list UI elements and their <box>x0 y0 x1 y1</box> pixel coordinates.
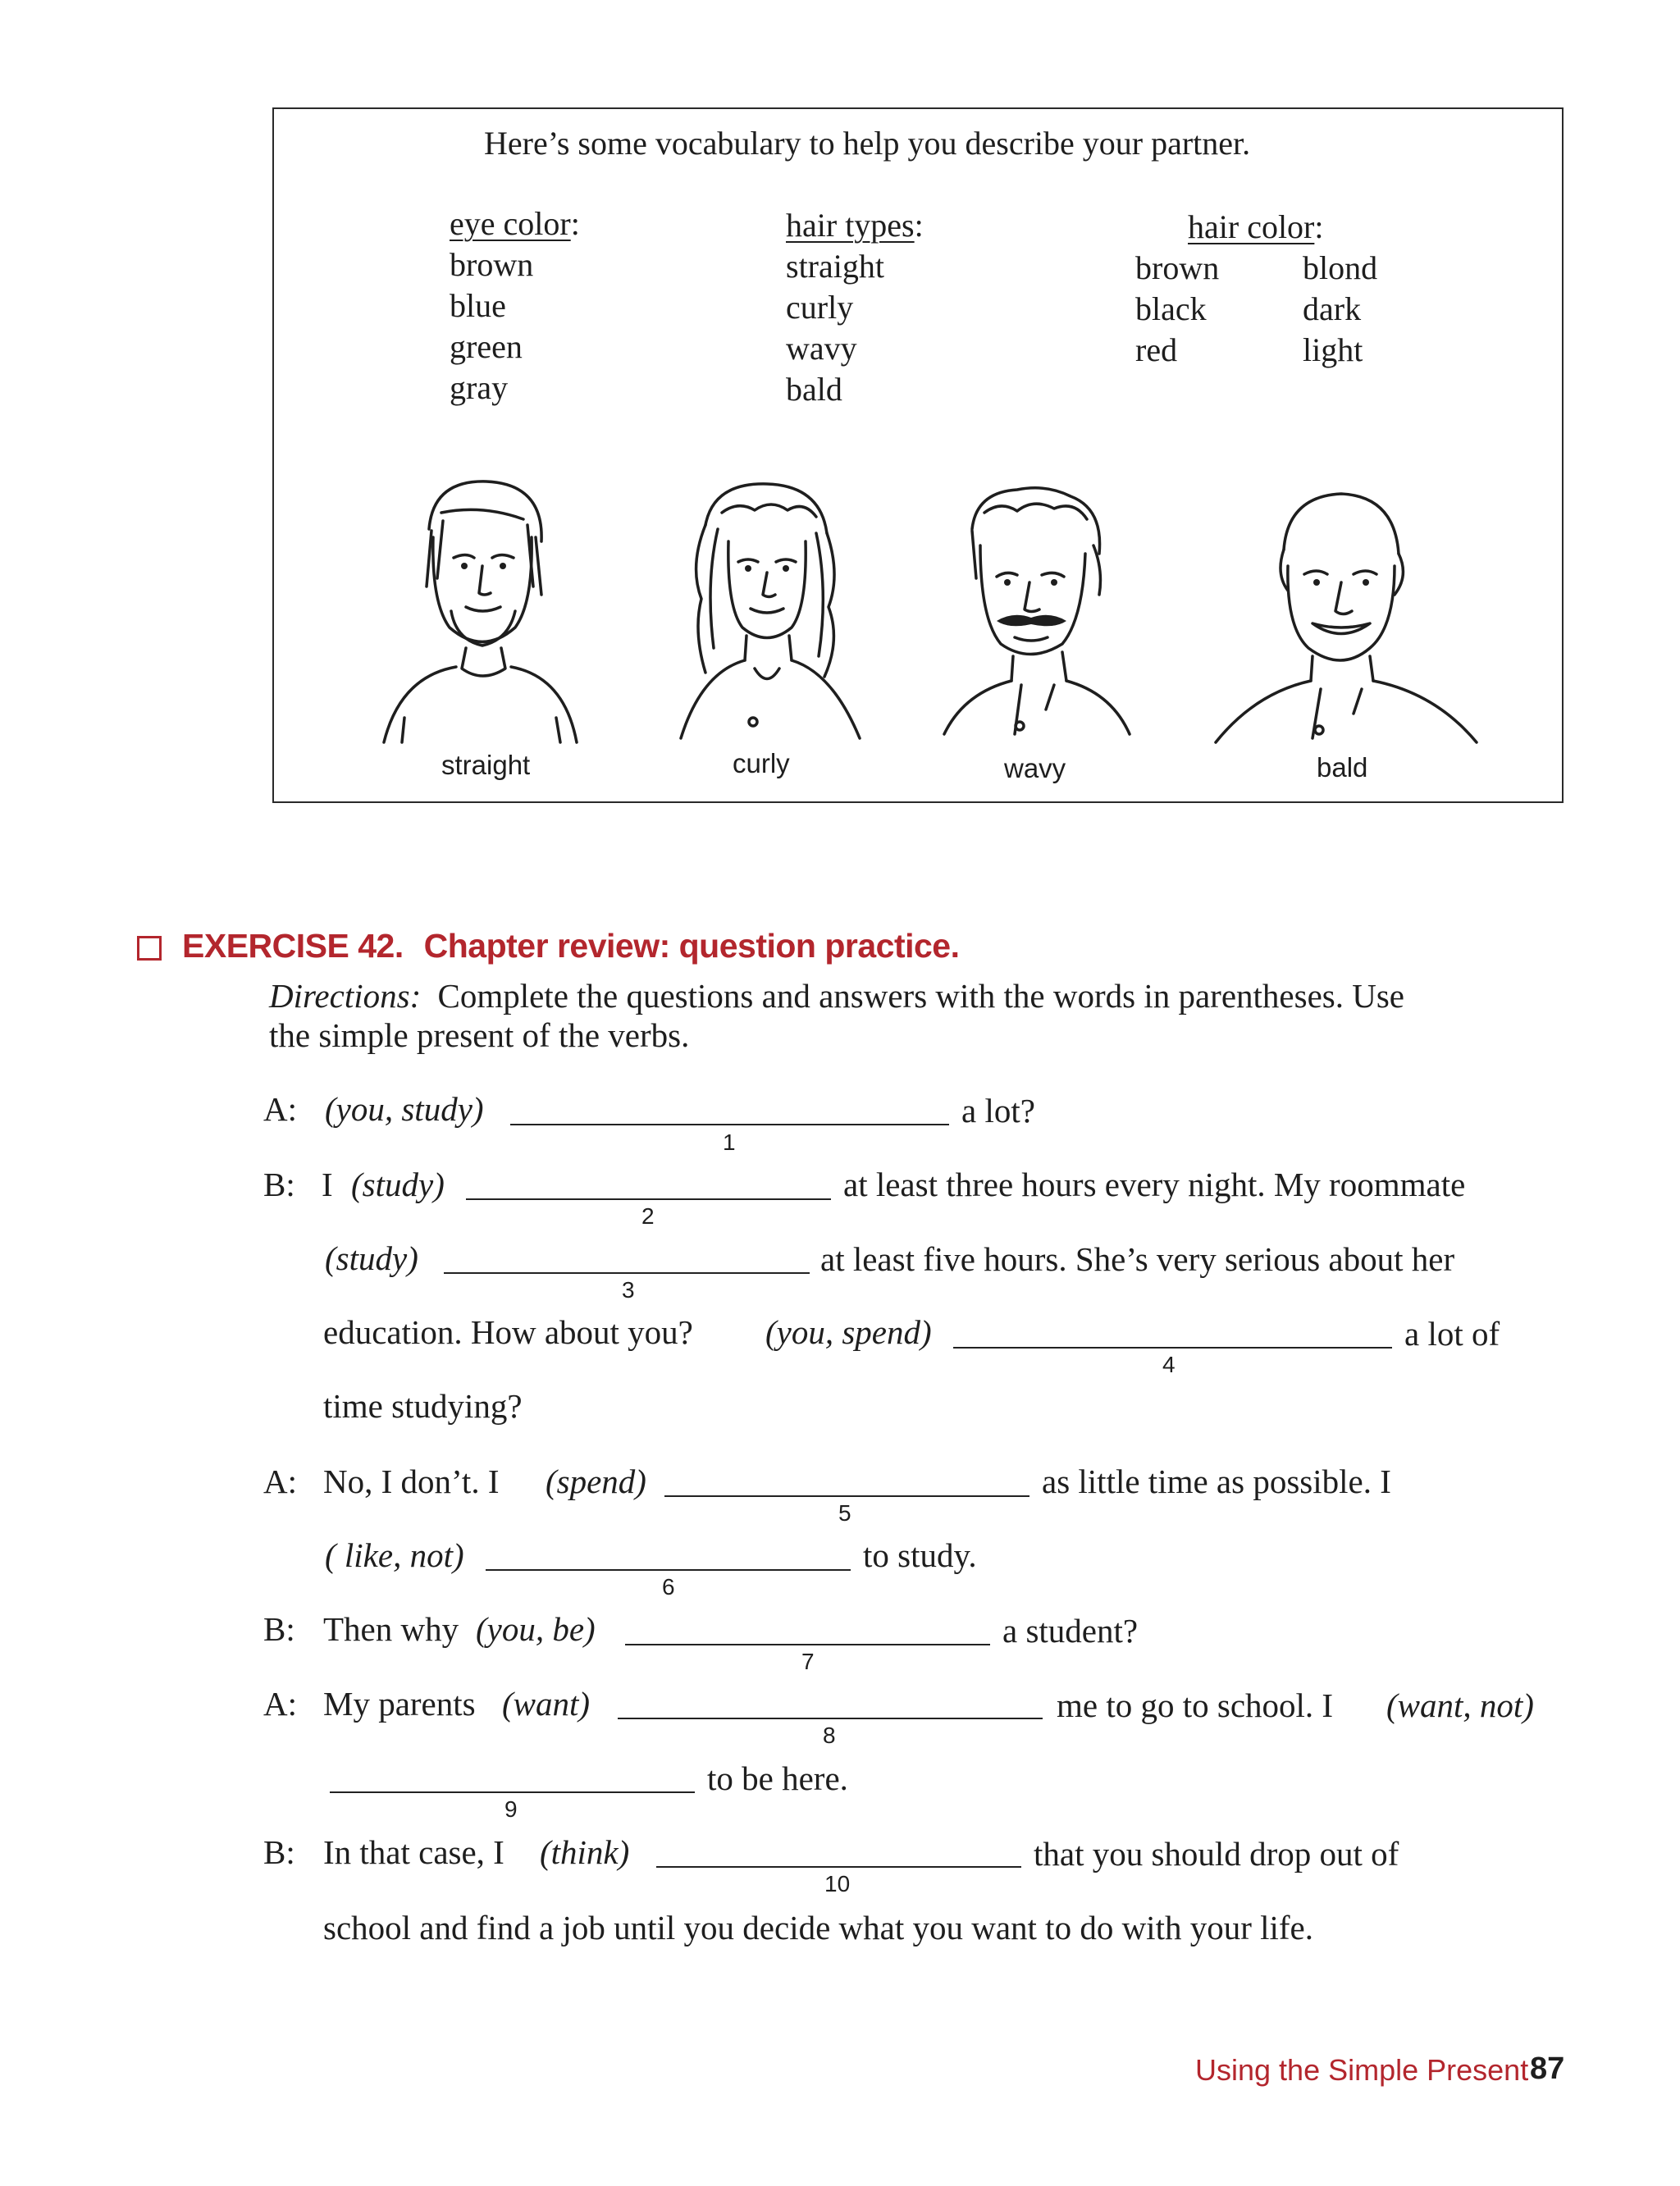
sentence-text: No, I don’t. I <box>323 1463 500 1500</box>
sentence-text: at least five hours. She’s very serious about her <box>820 1240 1455 1278</box>
sentence-text: at least three hours every night. My roommate <box>843 1166 1466 1203</box>
verb-cue: ( like, not) <box>325 1536 464 1574</box>
directions-line-2: the simple present of the verbs. <box>269 1016 690 1054</box>
exercise-number: EXERCISE 42. <box>182 927 404 965</box>
sentence-text: that you should drop out of <box>1034 1835 1399 1873</box>
hair-color-item: blond <box>1303 249 1378 286</box>
verb-cue: (you, spend) <box>765 1313 932 1351</box>
answer-blank-5[interactable] <box>664 1495 1029 1497</box>
hair-types-heading: hair types <box>786 207 915 244</box>
hair-type-item: wavy <box>786 330 857 367</box>
speaker-label: A: <box>263 1463 297 1500</box>
bald-man-illustration <box>1198 484 1493 751</box>
verb-cue: (think) <box>540 1833 630 1871</box>
blank-number: 4 <box>1162 1352 1176 1377</box>
blank-number: 5 <box>838 1500 851 1526</box>
speaker-label: B: <box>263 1166 295 1203</box>
sentence-text: a student? <box>1002 1612 1139 1650</box>
sentence-text: a lot of <box>1404 1315 1500 1353</box>
wavy-hair-man-illustration <box>939 480 1136 746</box>
eye-color-heading: eye color <box>450 205 571 242</box>
exercise-title: Chapter review: question practice. <box>423 927 960 965</box>
caption-straight: straight <box>441 750 531 780</box>
caption-bald: bald <box>1317 752 1368 783</box>
directions-label: Directions: <box>269 977 422 1015</box>
footer-section-title: Using the Simple Present <box>1195 2053 1529 2087</box>
answer-blank-2[interactable] <box>466 1198 831 1200</box>
answer-blank-1[interactable] <box>510 1124 949 1125</box>
sentence-text: a lot? <box>961 1092 1035 1130</box>
speaker-label: B: <box>263 1833 295 1871</box>
heading-colon: : <box>1314 208 1324 245</box>
sentence-text: I <box>322 1166 333 1203</box>
hair-type-item: curly <box>786 289 854 326</box>
verb-cue: (study) <box>351 1166 445 1203</box>
eye-color-item: gray <box>450 369 509 406</box>
hair-color-item: dark <box>1303 290 1362 327</box>
answer-blank-10[interactable] <box>656 1866 1021 1868</box>
exercise-heading <box>182 927 960 965</box>
answer-blank-8[interactable] <box>618 1718 1043 1719</box>
eye-color-item: green <box>450 328 523 365</box>
sentence-text: school and find a job until you decide what you want to do with your life. <box>323 1909 1313 1946</box>
blank-number: 2 <box>641 1203 655 1229</box>
blank-number: 10 <box>824 1871 851 1896</box>
hair-color-heading-wrap <box>1188 207 1324 248</box>
eye-color-item: brown <box>450 246 534 283</box>
page-number: 87 <box>1530 2051 1565 2086</box>
verb-cue: (want, not) <box>1386 1686 1534 1724</box>
answer-blank-6[interactable] <box>486 1569 851 1571</box>
sentence-text: as little time as possible. I <box>1042 1463 1391 1500</box>
blank-number: 8 <box>823 1723 836 1748</box>
checkbox-icon[interactable] <box>137 936 162 961</box>
sentence-text: In that case, I <box>323 1833 504 1871</box>
verb-cue: (want) <box>502 1685 591 1723</box>
eye-color-item: blue <box>450 287 506 324</box>
heading-colon: : <box>914 207 924 244</box>
sentence-text: me to go to school. I <box>1057 1686 1334 1724</box>
sentence-text: to be here. <box>707 1759 848 1797</box>
vocab-intro: Here’s some vocabulary to help you describe your partner. <box>484 125 1251 162</box>
heading-colon: : <box>570 205 580 242</box>
sentence-text: Then why <box>323 1610 459 1648</box>
directions-line-1 <box>269 976 1404 1015</box>
answer-blank-7[interactable] <box>625 1644 990 1645</box>
speaker-label: B: <box>263 1610 295 1648</box>
blank-number: 3 <box>622 1277 635 1303</box>
speaker-label: A: <box>263 1685 297 1723</box>
hair-type-item: bald <box>786 371 842 408</box>
hair-color-item: red <box>1135 331 1178 368</box>
verb-cue: (study) <box>325 1239 418 1277</box>
hair-color-column-2 <box>1303 248 1377 371</box>
hair-type-item: straight <box>786 248 884 285</box>
blank-number: 1 <box>723 1130 736 1155</box>
sentence-text: My parents <box>323 1685 476 1723</box>
sentence-text: to study. <box>863 1536 977 1574</box>
blank-number: 7 <box>801 1649 815 1674</box>
answer-blank-4[interactable] <box>953 1347 1392 1349</box>
hair-types-column <box>786 205 924 410</box>
caption-curly: curly <box>733 748 790 778</box>
straight-hair-man-illustration <box>351 472 597 746</box>
curly-hair-woman-illustration <box>656 476 874 742</box>
sentence-text: education. How about you? <box>323 1313 693 1351</box>
hair-color-item: brown <box>1135 249 1220 286</box>
answer-blank-9[interactable] <box>330 1791 695 1793</box>
verb-cue: (you, study) <box>325 1090 484 1128</box>
hair-color-item: black <box>1135 290 1207 327</box>
hair-color-item: light <box>1303 331 1363 368</box>
hair-color-column-1 <box>1135 248 1219 371</box>
answer-blank-3[interactable] <box>444 1272 810 1274</box>
blank-number: 6 <box>662 1574 675 1600</box>
sentence-text: time studying? <box>323 1387 523 1425</box>
verb-cue: (you, be) <box>476 1610 596 1648</box>
directions-text: Complete the questions and answers with the words in parentheses. Use <box>437 977 1404 1015</box>
hair-color-heading: hair color <box>1188 208 1315 245</box>
speaker-label: A: <box>263 1090 297 1128</box>
blank-number: 9 <box>504 1796 518 1822</box>
caption-wavy: wavy <box>1004 753 1066 783</box>
eye-color-column <box>450 203 580 408</box>
verb-cue: (spend) <box>546 1463 646 1500</box>
